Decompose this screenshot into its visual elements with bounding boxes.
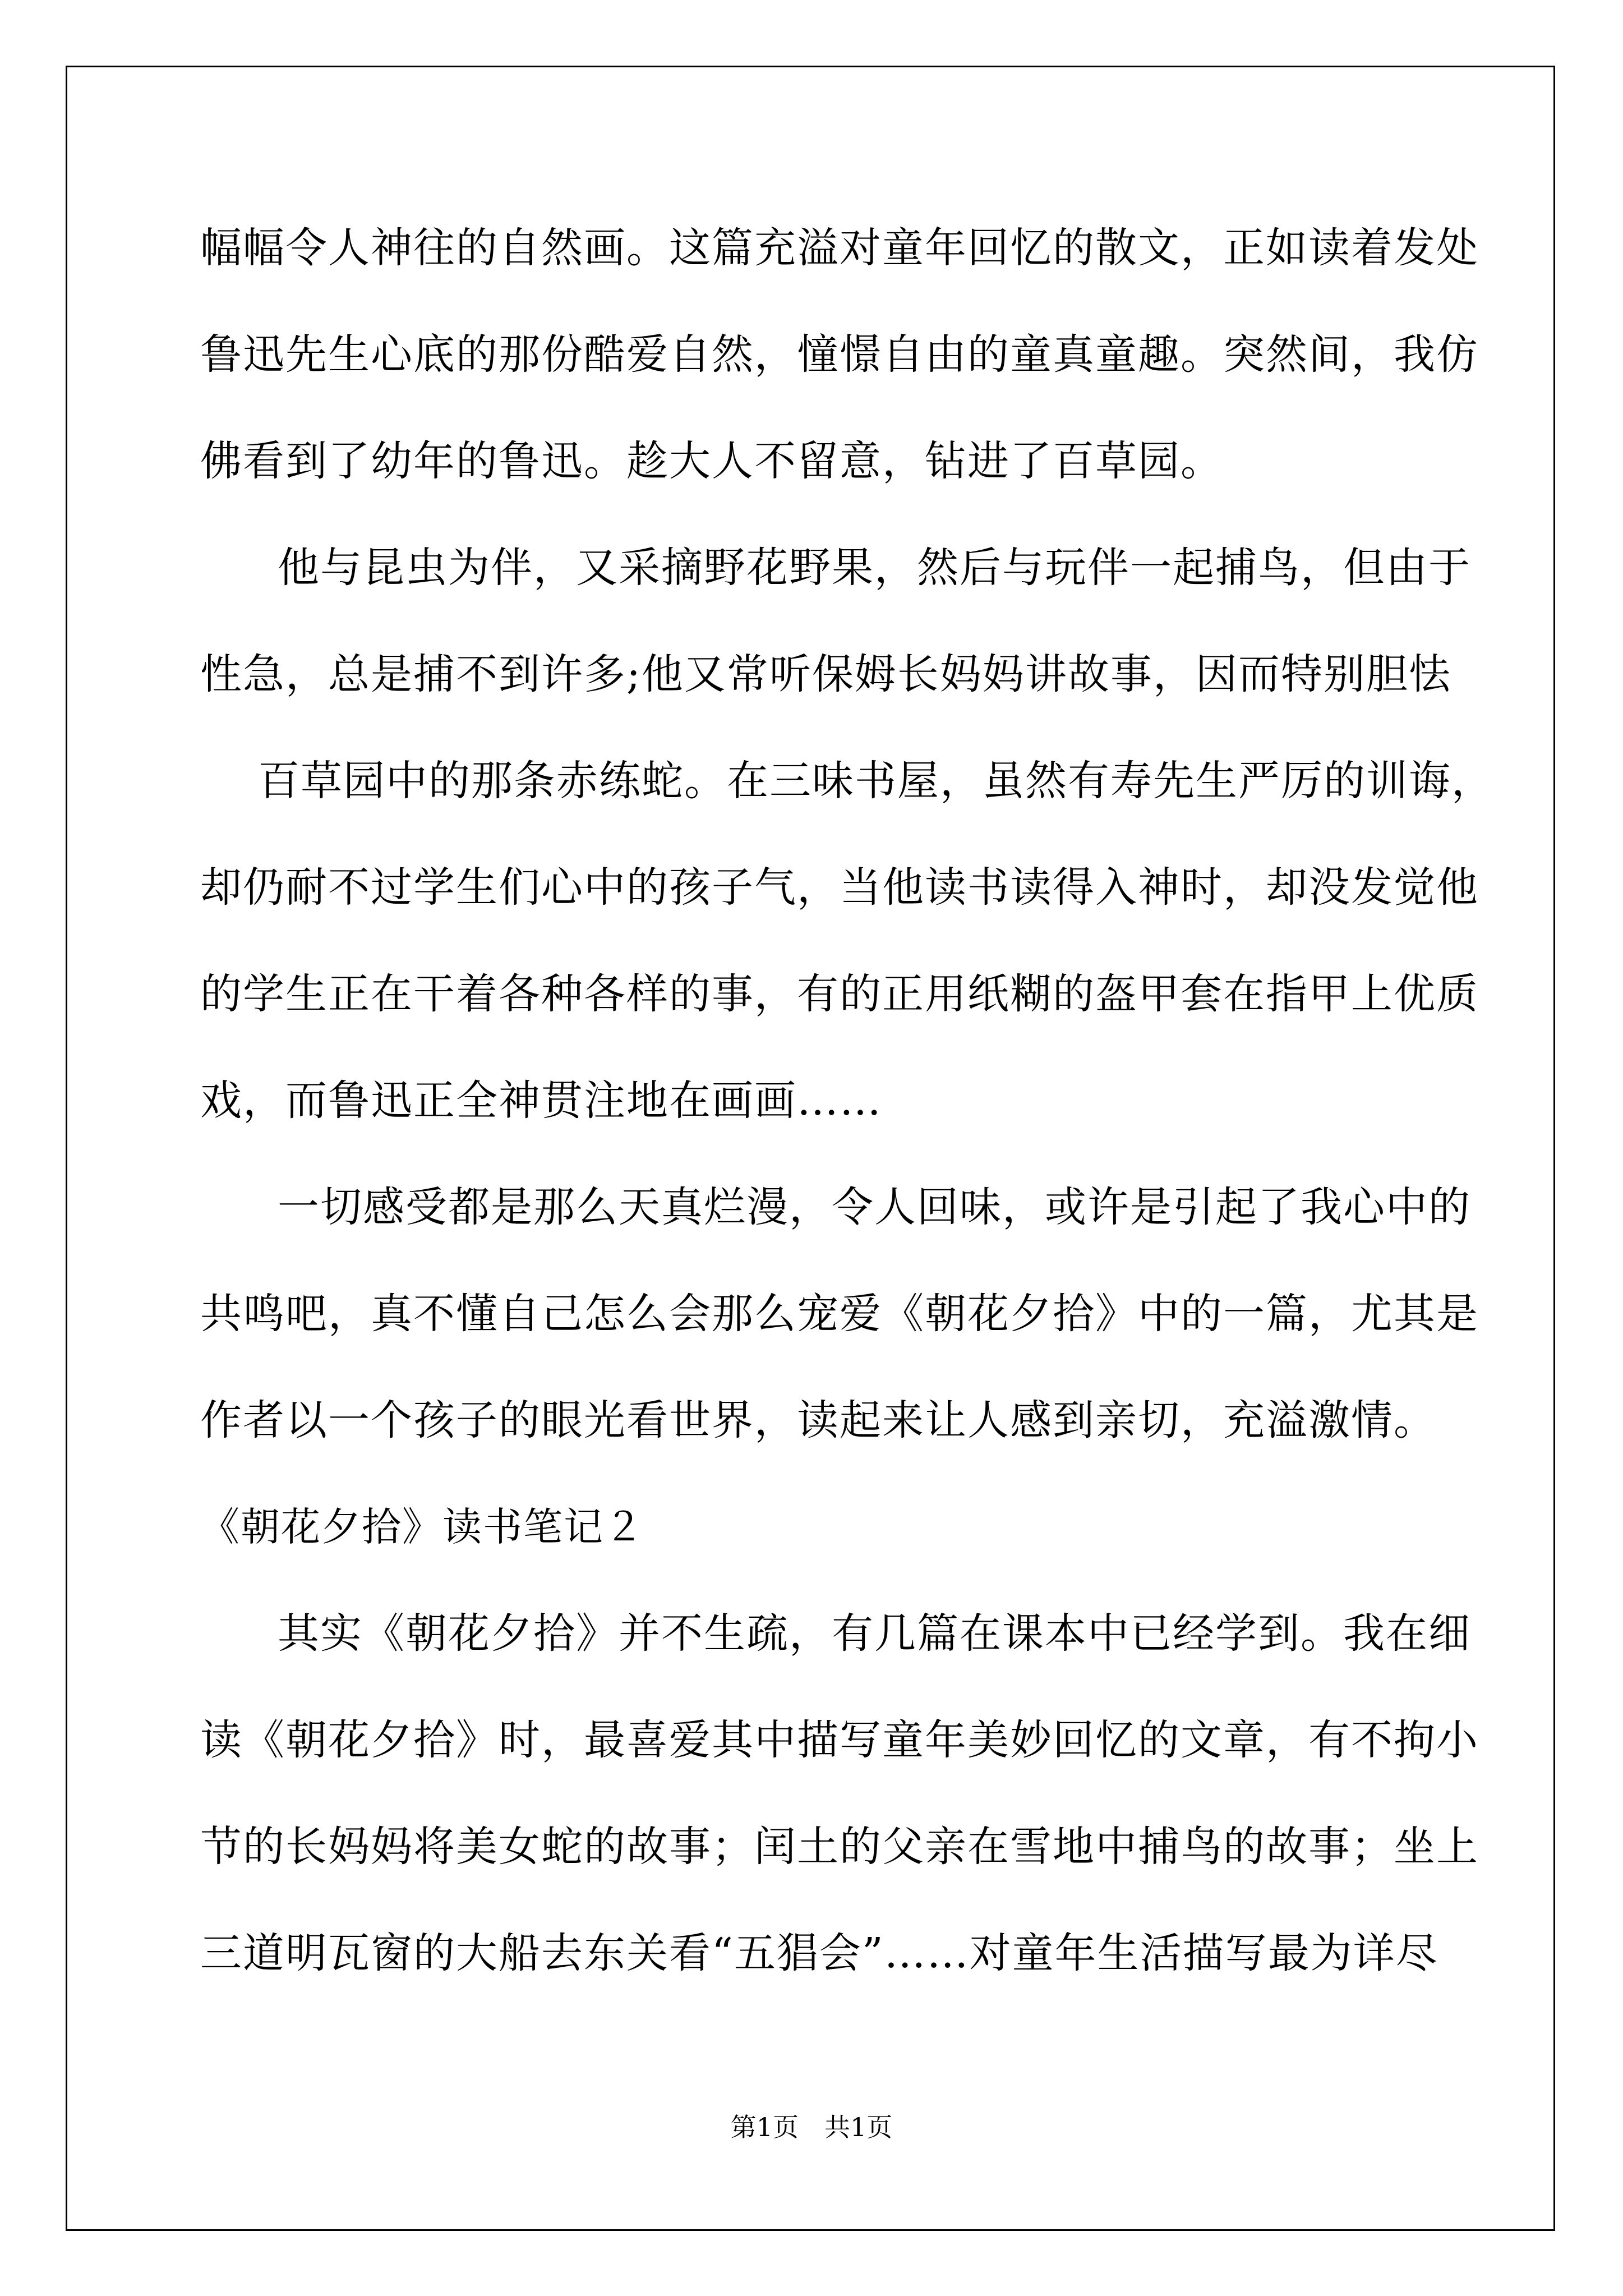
text-line: 的学生正在干着各种各样的事，有的正用纸糊的盔甲套在指甲上优质 xyxy=(200,970,1479,1018)
text-line: 读《朝花夕拾》时，最喜爱其中描写童年美妙回忆的文章，有不拘小 xyxy=(200,1716,1479,1764)
text-line: 三道明瓦窗的大船去东关看“五猖会”……对童年生活描写最为详尽 xyxy=(200,1929,1438,1977)
text-line: 幅幅令人神往的自然画。这篇充溢对童年回忆的散文，正如读着发处 xyxy=(200,224,1479,272)
text-line: 节的长妈妈将美女蛇的故事；闰土的父亲在雪地中捕鸟的故事；坐上 xyxy=(200,1823,1479,1871)
text-line: 共鸣吧，真不懂自己怎么会那么宠爱《朝花夕拾》中的一篇，尤其是 xyxy=(200,1290,1479,1338)
page-border xyxy=(66,66,1555,2231)
section-heading: 《朝花夕拾》读书笔记２ xyxy=(200,1504,644,1550)
text-line: 佛看到了幼年的鲁迅。趁大人不留意，钻进了百草园。 xyxy=(200,437,1223,485)
text-line: 作者以一个孩子的眼光看世界，读起来让人感到亲切，充溢激情。 xyxy=(200,1396,1436,1444)
text-line: 戏，而鲁迅正全神贯注地在画画…… xyxy=(200,1076,882,1125)
text-line: 他与昆虫为伴，又采摘野花野果，然后与玩伴一起捕鸟，但由于 xyxy=(278,544,1471,592)
text-line: 性急，总是捕不到许多;他又常听保姆长妈妈讲故事，因而特别胆怯 xyxy=(200,650,1451,698)
text-line: 百草园中的那条赤练蛇。在三味书屋，虽然有寿先生严厉的训诲， xyxy=(258,757,1494,805)
text-line: 其实《朝花夕拾》并不生疏，有几篇在课本中已经学到。我在细 xyxy=(278,1609,1471,1658)
page-footer: 第1页 共1页 xyxy=(730,2112,893,2142)
text-line: 鲁迅先生心底的那份酷爱自然，憧憬自由的童真童趣。突然间，我仿 xyxy=(200,330,1479,379)
text-line: 却仍耐不过学生们心中的孩子气，当他读书读得入神时，却没发觉他 xyxy=(200,863,1479,912)
text-line: 一切感受都是那么天真烂漫，令人回味，或许是引起了我心中的 xyxy=(278,1183,1471,1231)
